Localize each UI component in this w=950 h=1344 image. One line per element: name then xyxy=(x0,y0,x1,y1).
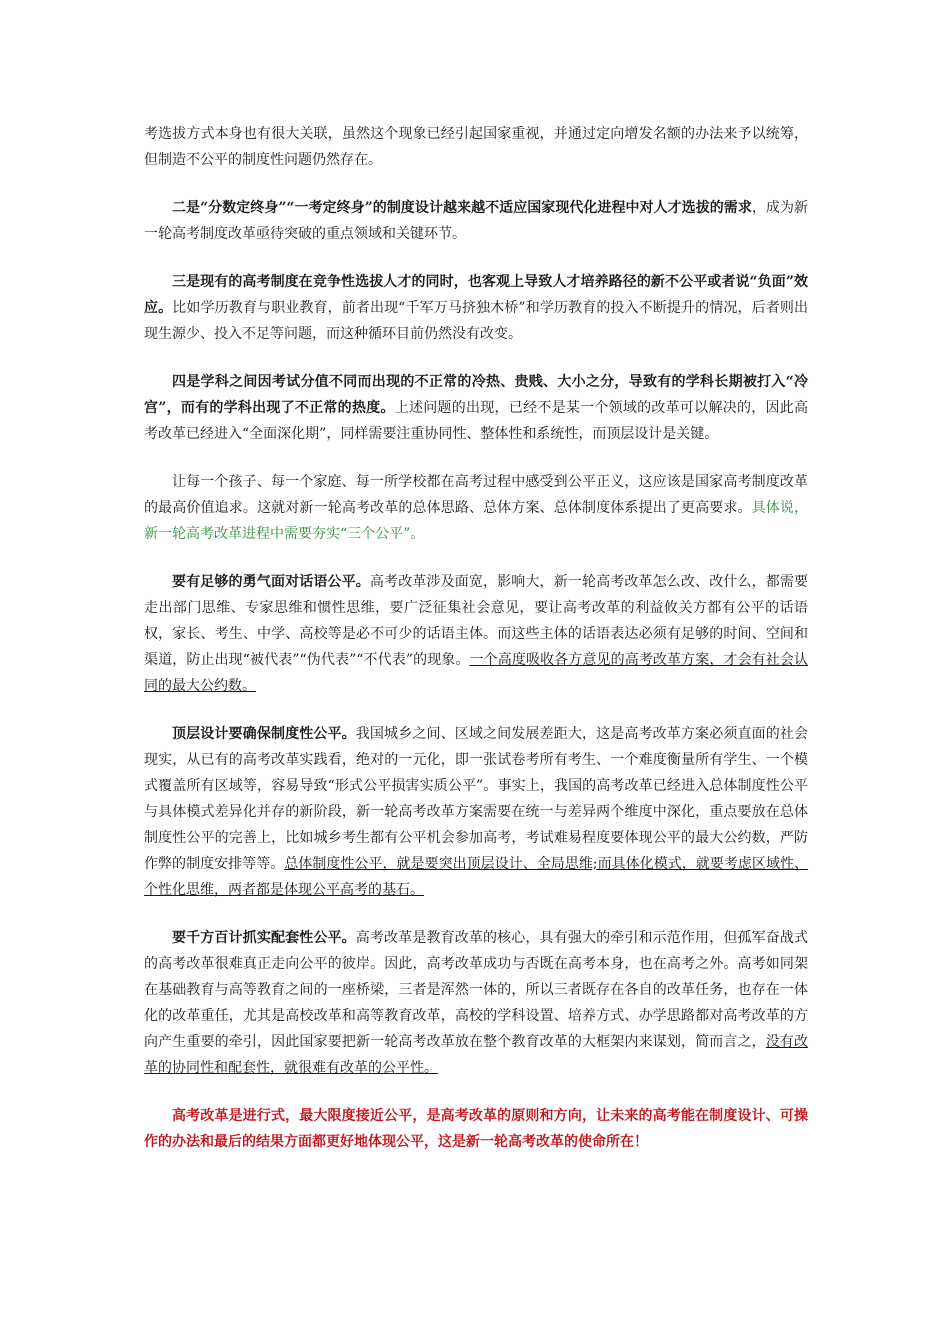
paragraph-9-red: 高考改革是进行式，最大限度接近公平，是高考改革的原则和方向，让未来的高考能在制度设计、可操作的办法和最后的结果方面都更好地体现公平，这是新一轮高考改革的使命所在！ xyxy=(144,1108,808,1150)
paragraph-9 xyxy=(144,1103,808,1155)
paragraph-1 xyxy=(144,121,808,173)
paragraph-8-bold: 要千方百计抓实配套性公平。 xyxy=(172,930,356,946)
paragraph-6 xyxy=(144,569,808,699)
paragraph-1-text: 考选拔方式本身也有很大关联，虽然这个现象已经引起国家重视，并通过定向增发名额的办法来予以统筹，但制造不公平的制度性问题仍然存在。 xyxy=(144,126,808,168)
paragraph-8-text: 高考改革是教育改革的核心，具有强大的牵引和示范作用，但孤军奋战式的高考改革很难真正走向公平的彼岸。因此，高考改革成功与否既在高考本身，也在高考之外。高考如同架在基础教育与高等教育之间的一座桥梁，三者是浑然一体的，所以三者既存在各自的改革任务，也存在一体化的改革重任，尤其是高校改革和高等教育改革，高校的学科设置、培养方式、办学思路都对高考改革的方向产生重要的牵引，因此国家要把新一轮高考改革放在整个教育改革的大框架内来谋划，简而言之， xyxy=(144,930,809,1050)
paragraph-8 xyxy=(144,925,808,1081)
paragraph-2-text: ，成为新一轮高考制度改革亟待突破的重点领域和关键环节。 xyxy=(144,200,808,242)
paragraph-5 xyxy=(144,469,808,547)
paragraph-4 xyxy=(144,369,808,447)
paragraph-7-text: 我国城乡之间、区域之间发展差距大，这是高考改革方案必须直面的社会现实，从已有的高考改革实践看，绝对的一元化，即一张试卷考所有考生、一个难度衡量所有学生、一个模式覆盖所有区域等，容易导致“形式公平损害实质公平”。事实上，我国的高考改革已经进入总体制度性公平与具体模式差异化并存的新阶段，新一轮高考改革方案需要在统一与差异两个维度中深化，重点要放在总体制度性公平的完善上，比如城乡考生都有公平机会参加高考，考试难易程度要体现公平的最大公约数，严防作弊的制度安排等等。 xyxy=(144,726,809,872)
article-body xyxy=(144,121,808,1177)
paragraph-5-green: 具体说，新一轮高考改革进程中需要夯实“三个公平”。 xyxy=(144,500,809,542)
paragraph-6-bold: 要有足够的勇气面对话语公平。 xyxy=(172,574,370,590)
paragraph-3-bold: 三是现有的高考制度在竞争性选拔人才的同时，也客观上导致人才培养路径的新不公平或者说“负面”效应。 xyxy=(144,274,808,316)
paragraph-2-bold: 二是“分数定终身”“一考定终身”的制度设计越来越不适应国家现代化进程中对人才选拔的需求 xyxy=(172,200,752,216)
paragraph-6-text: 高考改革涉及面宽，影响大，新一轮高考改革怎么改、改什么，都需要走出部门思维、专家思维和惯性思维，要广泛征集社会意见，要让高考改革的利益攸关方都有公平的话语权，家长、考生、中学、高校等是必不可少的话语主体。而这些主体的话语表达必须有足够的时间、空间和渠道，防止出现“被代表”“伪代表”“不代表”的现象。 xyxy=(144,574,809,668)
paragraph-3 xyxy=(144,269,808,347)
paragraph-3-text: 比如学历教育与职业教育，前者出现“千军万马挤独木桥”和学历教育的投入不断提升的情况，后者则出现生源少、投入不足等问题，而这种循环目前仍然没有改变。 xyxy=(144,300,809,342)
paragraph-6-underline: 一个高度吸收各方意见的高考改革方案，才会有社会认同的最大公约数。 xyxy=(144,652,808,694)
paragraph-7-bold: 顶层设计要确保制度性公平。 xyxy=(172,726,356,742)
paragraph-4-bold: 四是学科之间因考试分值不同而出现的不正常的冷热、贵贱、大小之分，导致有的学科长期被打入“冷宫”，而有的学科出现了不正常的热度。 xyxy=(144,374,808,416)
paragraph-7 xyxy=(144,721,808,903)
paragraph-7-underline: 总体制度性公平，就是要突出顶层设计、全局思维;而具体化模式，就要考虑区域性、个性化思维，两者都是体现公平高考的基石。 xyxy=(144,856,809,898)
paragraph-2 xyxy=(144,195,808,247)
paragraph-4-text: 上述问题的出现，已经不是某一个领域的改革可以解决的，因此高考改革已经进入“全面深化期”，同样需要注重协同性、整体性和系统性，而顶层设计是关键。 xyxy=(144,400,808,442)
paragraph-5-text: 让每一个孩子、每一个家庭、每一所学校都在高考过程中感受到公平正义，这应该是国家高考制度改革的最高价值追求。这就对新一轮高考改革的总体思路、总体方案、总体制度体系提出了更高要求。 xyxy=(144,474,808,516)
paragraph-8-underline: 没有改革的协同性和配套性，就很难有改革的公平性。 xyxy=(144,1034,809,1076)
